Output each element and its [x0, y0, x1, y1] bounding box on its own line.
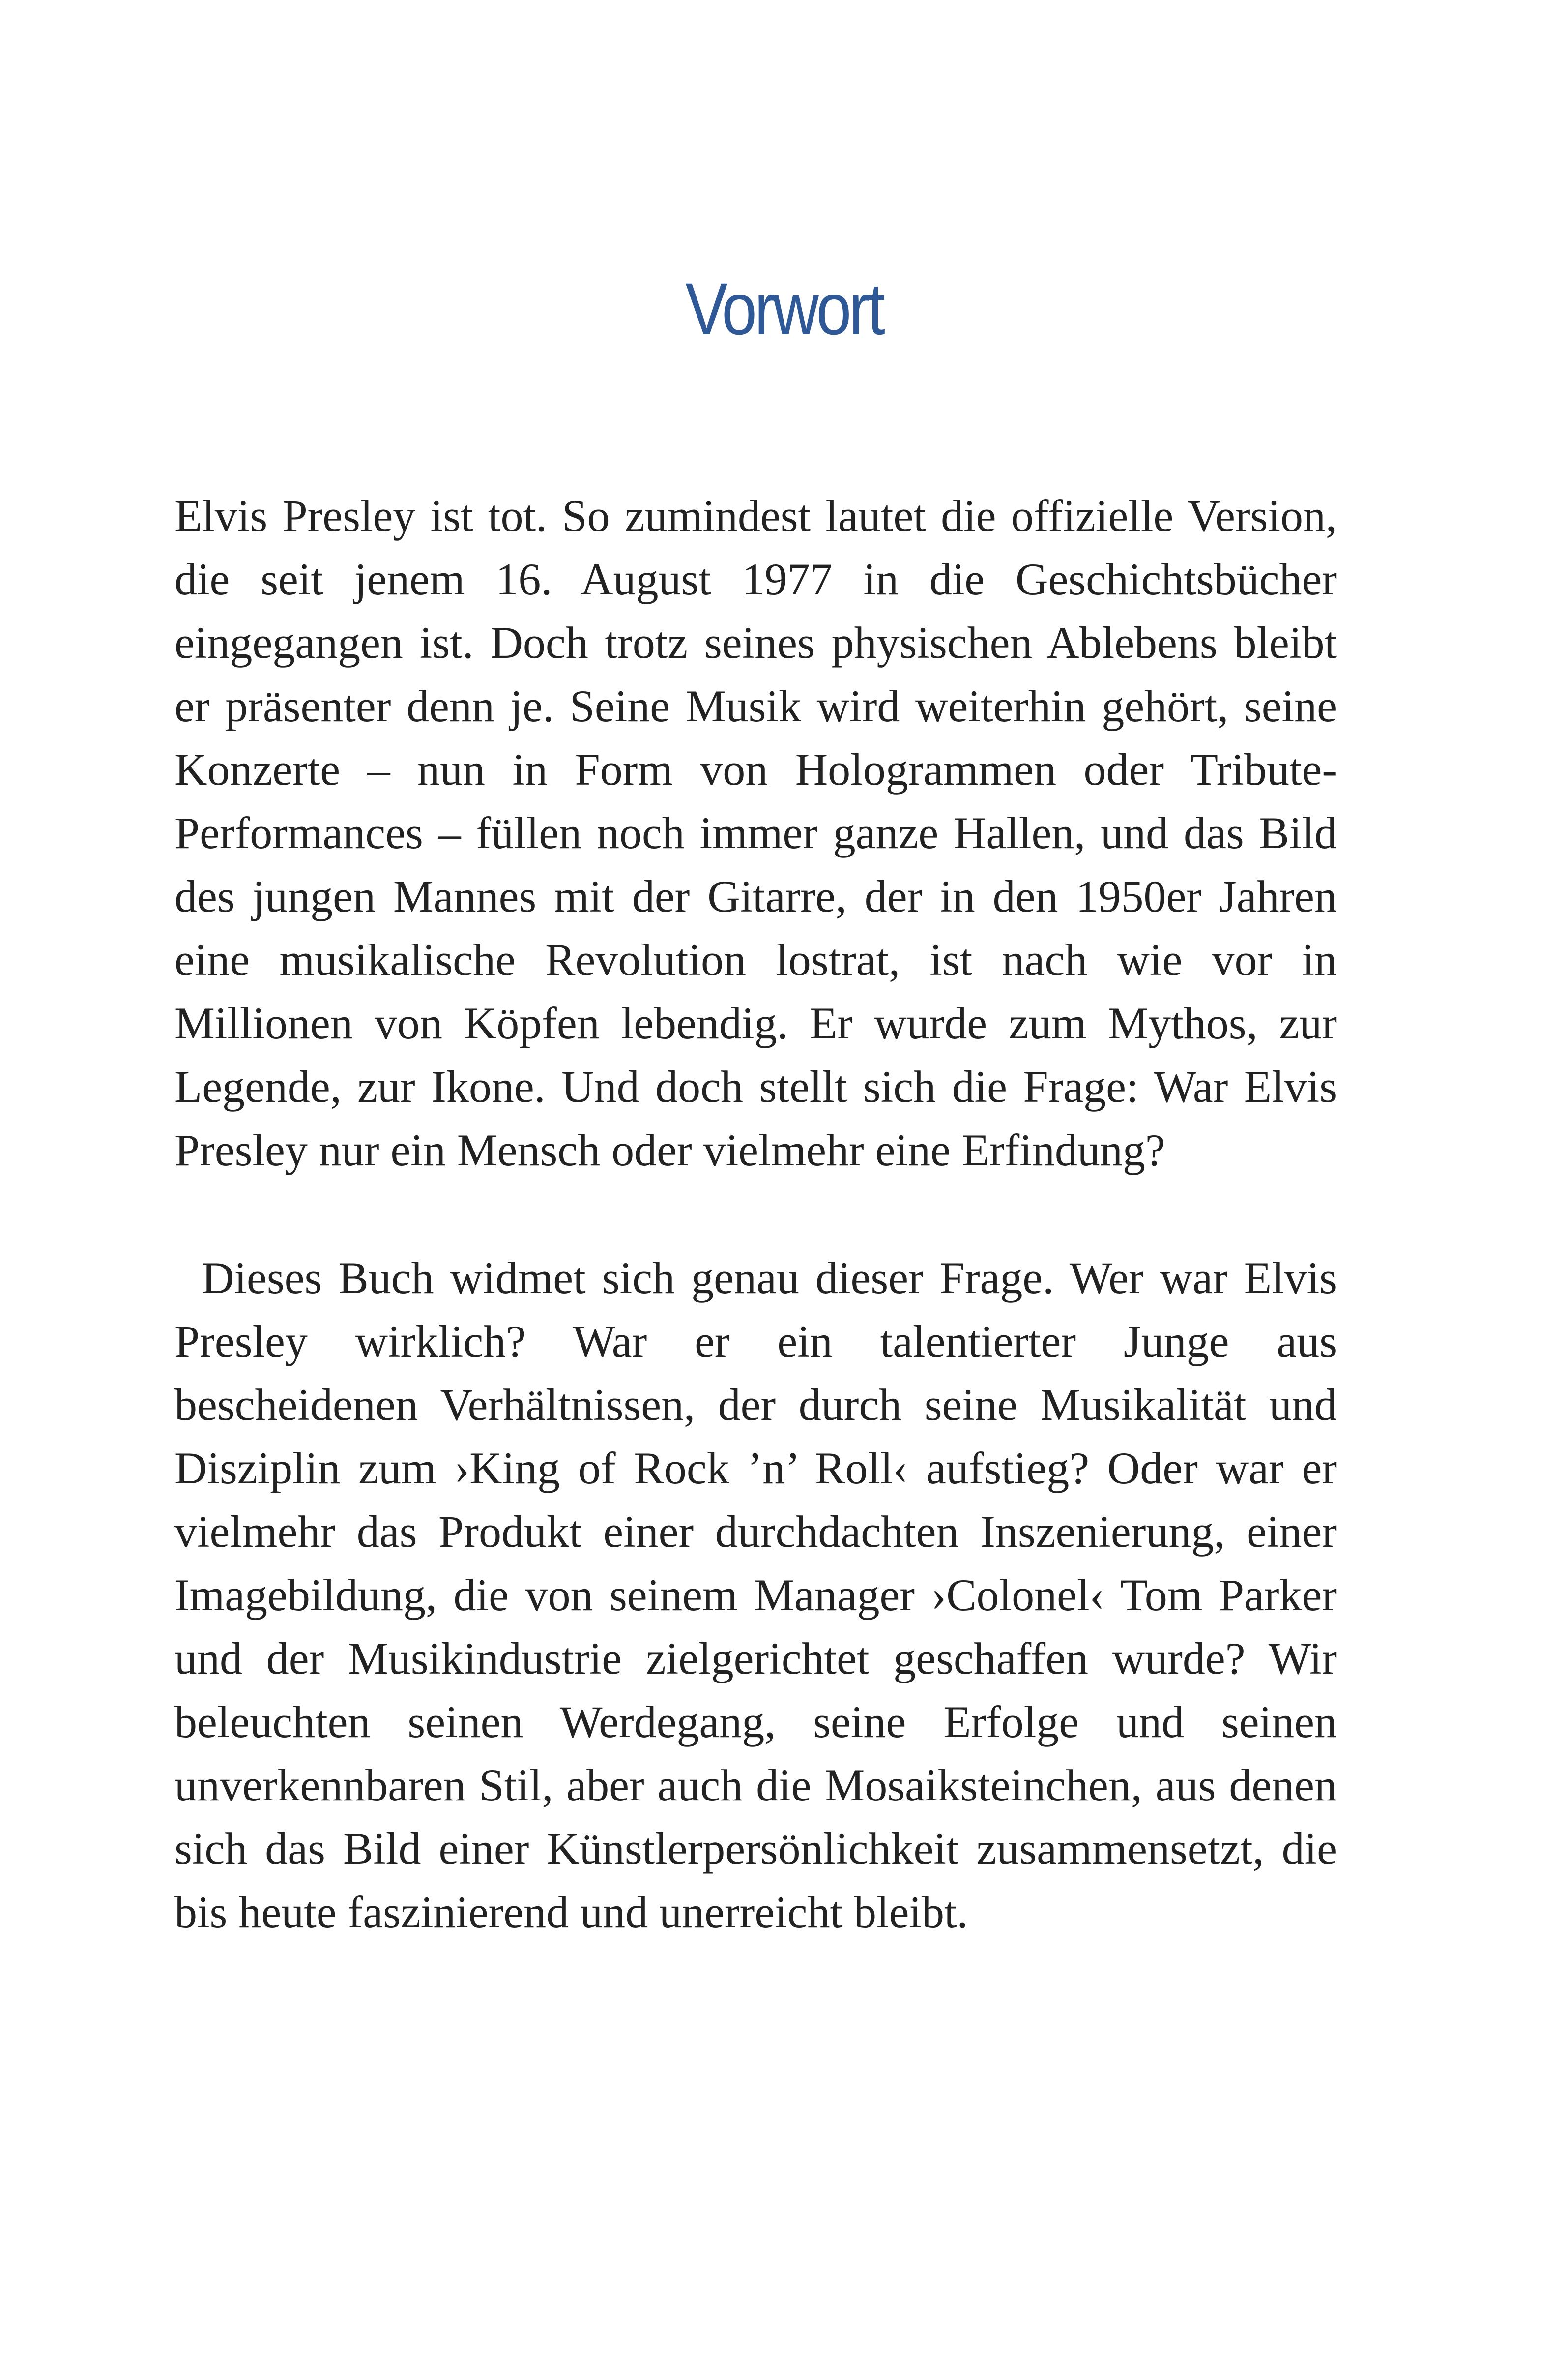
paragraph-1: Elvis Presley ist tot. So zumindest lautet die offizielle Version, die seit jenem 16. August 1977 in die Geschichtsbücher eingegangen ist. Doch trotz seines physischen Ablebens bleibt er präsenter denn je. Seine Musik wird weiterhin gehört, seine Konzerte – nun in Form von Hologrammen oder Tribute-Performances – füllen noch immer ganze Hallen, und das Bild des jungen Mannes mit der Gitarre, der in den 1950er Jahren eine musikalische Revolution lostrat, ist nach wie vor in Millionen von Köpfen lebendig. Er wurde zum Mythos, zur Legende, zur Ikone. Und doch stellt sich die Frage: War Elvis Presley nur ein Mensch oder vielmehr eine Erfindung? — [174, 491, 1337, 1175]
paragraph-2: Dieses Buch widmet sich genau dieser Frage. Wer war Elvis Presley wirklich? War er ein talentierter Junge aus bescheidenen Verhältnissen, der durch seine Musikalität und Disziplin zum ›King of Rock ’n’ Roll‹ aufstieg? Oder war er vielmehr das Produkt einer durchdachten Inszenierung, einer Imagebildung, die von seinem Manager ›Colonel‹ Tom Parker und der Musikindustrie zielgerichtet geschaffen wurde? Wir beleuchten seinen Werdegang, seine Erfolge und seinen unverkennbaren Stil, aber auch die Mosaiksteinchen, aus denen sich das Bild einer Künstlerpersönlichkeit zusammensetzt, die bis heute faszinierend und unerreicht bleibt. — [174, 1253, 1337, 1937]
chapter-title: Vorwort — [685, 267, 883, 350]
